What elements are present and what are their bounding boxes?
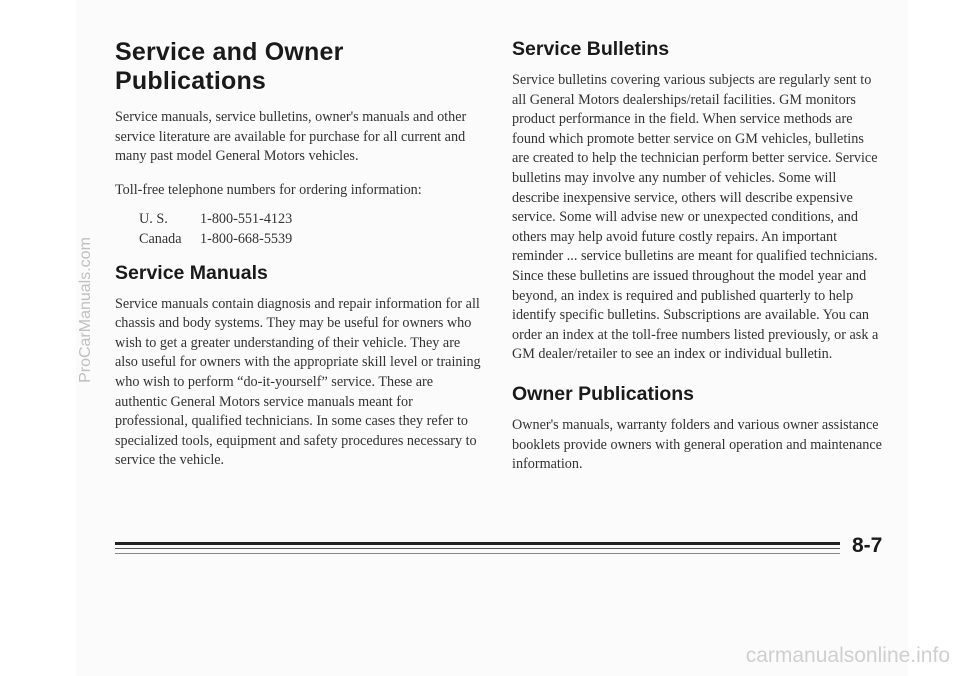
- service-manuals-body: Service manuals contain diagnosis and repair information for all chassis and body systems. They may be useful for owners who wish to get a greater understanding of their vehicle. They are also useful for owners with the appropriate skill level or training who wish to perform “do-it-yourself” service. These are authentic General Motors service manuals meant for professional, qualified technicians. In some cases they refer to specialized tools, equipment and safety procedures necessary to service the vehicle.: [115, 295, 481, 469]
- right-column: [512, 38, 882, 489]
- footer-rule-thick: [115, 542, 840, 545]
- bottom-watermark: carmanualsonline.info: [745, 644, 950, 667]
- owner-publications-heading: Owner Publications: [512, 382, 695, 405]
- owner-publications-section: [512, 383, 882, 475]
- phone-table: [139, 210, 292, 249]
- owner-publications-body: Owner's manuals, warranty folders and various owner assistance booklets provide owners with general operation and maintenance information.: [512, 416, 882, 473]
- phone-row-us: [139, 210, 292, 230]
- side-watermark-text: ProCarManuals.com: [77, 237, 94, 383]
- service-bulletins-heading: Service Bulletins: [512, 38, 670, 60]
- service-bulletins-section: [512, 38, 882, 365]
- intro-paragraph: Service manuals, service bulletins, owner's manuals and other service literature are available for purchase for all current and many past model General Motors vehicles.: [115, 109, 467, 165]
- page-title: Service and Owner Publications: [115, 38, 344, 95]
- service-bulletins-body: Service bulletins covering various subjects are regularly sent to all General Motors dealerships/retail facilities. GM monitors product performance in the field. When service methods are found which promote better service on GM vehicles, bulletins are created to help the technician perform better service. Service bulletins may involve any number of vehicles. Some will describe inexpensive service, others will describe expensive service. Some will advise new or unexpected conditions, and others may help avoid future costly repairs. An important reminder ... service bulletins are meant for qualified technicians. Since these bulletins are issued throughout the model year and beyond, an index is required and published quarterly to help identify specific bulletins. Subscriptions are available. You can order an index at the toll-free numbers listed previously, or ask a GM dealer/retailer to see an index or individual bulletin.: [512, 72, 879, 363]
- service-manuals-heading: Service Manuals: [115, 261, 268, 284]
- footer-rule-thin: [115, 548, 840, 549]
- phone-country: Canada: [139, 230, 182, 247]
- left-column: [115, 38, 485, 485]
- phone-country: U. S.: [139, 211, 168, 228]
- footer-rule-bottom: [115, 553, 840, 554]
- phone-intro: Toll-free telephone numbers for ordering information:: [115, 181, 422, 198]
- phone-row-canada: [139, 230, 292, 250]
- side-watermark: [77, 130, 95, 490]
- page-number: 8-7: [852, 534, 883, 557]
- service-manuals-section: [115, 262, 485, 471]
- phone-number: 1-800-668-5539: [200, 230, 293, 247]
- phone-number: 1-800-551-4123: [200, 211, 293, 228]
